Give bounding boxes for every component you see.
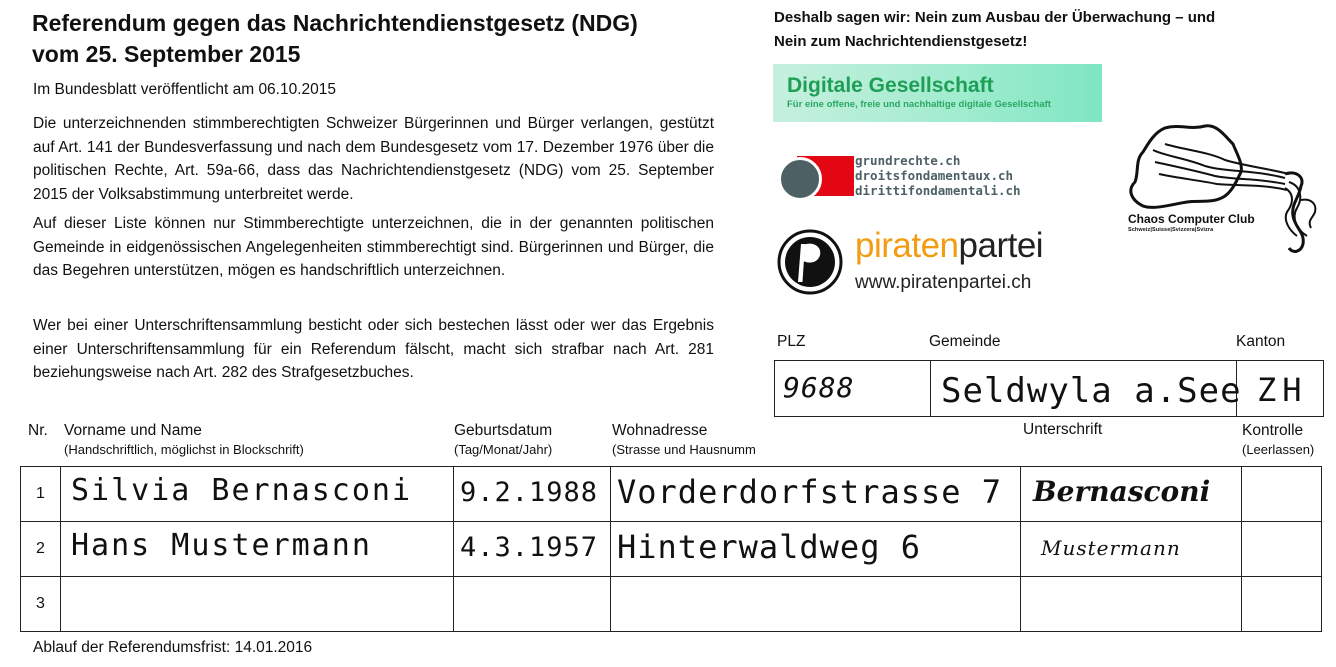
slogan	[774, 6, 1294, 54]
grundrechte-domain: droitsfondamentaux.ch	[855, 168, 1014, 183]
ccc-subtitle: Schweiz|Suisse|Svizzera|Svizra	[1128, 227, 1214, 233]
row-number: 3	[21, 577, 61, 632]
geburtsdatum-value: 4.3.1957	[460, 532, 599, 563]
title-line-2: vom 25. September 2015	[32, 41, 301, 67]
table-row	[21, 577, 1322, 632]
wordmark-part-2: partei	[958, 226, 1044, 265]
column-header-geburtsdatum	[454, 421, 552, 459]
referendum-deadline: Ablauf der Referendumsfrist: 14.01.2016	[33, 639, 313, 656]
gemeinde-label: Gemeinde	[929, 333, 1001, 350]
switzerland-cable-icon	[1125, 120, 1325, 260]
title-line-1: Referendum gegen das Nachrichtendienstgesetz (NDG)	[32, 10, 638, 36]
kontrolle-header-hint: (Leerlassen)	[1242, 442, 1315, 457]
kanton-value: ZH	[1257, 371, 1308, 409]
plz-label: PLZ	[777, 333, 806, 350]
digitale-gesellschaft-logo	[773, 64, 1102, 122]
slogan-line-1: Deshalb sagen wir: Nein zum Ausbau der Überwachung – und	[774, 9, 1216, 26]
name-value: Hans Mustermann	[71, 528, 372, 563]
form-title	[32, 8, 732, 70]
name-cell[interactable]	[61, 467, 454, 522]
legal-paragraph-1: Die unterzeichnenden stimmberechtigten Schweizer Bürgerinnen und Bürger verlangen, gestützt auf Art. 141 der Bundesverfassung und nach dem Bundesgesetz vom 17. Dezember 1976 über die politischen Rechte, Art. 59a-66, dass das Nachrichtendienstgesetz (NDG) vom 25. September 2015 der Volksabstimmung unterbreitet werde.	[33, 115, 714, 203]
name-cell[interactable]	[61, 522, 454, 577]
piratenpartei-logo	[776, 228, 1076, 298]
geburtsdatum-value: 9.2.1988	[460, 477, 599, 508]
table-row	[21, 467, 1322, 522]
grundrechte-domain: grundrechte.ch	[855, 153, 961, 168]
piratenpartei-wordmark	[855, 226, 1043, 266]
row-number: 1	[21, 467, 61, 522]
grundrechte-circle-icon	[778, 157, 822, 201]
ccc-logo	[1125, 120, 1325, 260]
adresse-value: Hinterwaldweg 6	[617, 528, 921, 566]
adresse-value: Vorderdorfstrasse 7	[617, 473, 1003, 511]
geburtsdatum-cell[interactable]	[454, 467, 611, 522]
geb-header-hint: (Tag/Monat/Jahr)	[454, 442, 553, 457]
kontrolle-header-label: Kontrolle	[1242, 422, 1304, 439]
ccc-name: Chaos Computer Club	[1128, 212, 1255, 226]
unterschrift-cell[interactable]	[1021, 522, 1242, 577]
kontrolle-cell	[1242, 467, 1322, 522]
column-header-nr: Nr.	[28, 422, 48, 439]
geburtsdatum-cell[interactable]	[454, 522, 611, 577]
grundrechte-domain: dirittifondamentali.ch	[855, 183, 1021, 198]
name-header-label: Vorname und Name	[64, 422, 202, 439]
gemeinde-value: Seldwyla a.See	[941, 371, 1242, 411]
pirate-flag-icon	[776, 228, 844, 296]
row-number: 2	[21, 522, 61, 577]
piratenpartei-url: www.piratenpartei.ch	[855, 272, 1032, 293]
wordmark-part-1: piraten	[855, 226, 959, 265]
signature-value: Bernasconi	[1033, 475, 1211, 508]
location-box	[774, 360, 1324, 417]
signature-value: Mustermann	[1041, 536, 1181, 560]
unterschrift-cell[interactable]	[1021, 467, 1242, 522]
grundrechte-logo	[776, 153, 1076, 199]
table-row	[21, 522, 1322, 577]
signature-table	[20, 466, 1322, 632]
grundrechte-domains	[855, 153, 1021, 198]
unterschrift-cell[interactable]	[1021, 577, 1242, 632]
adresse-cell[interactable]	[611, 577, 1021, 632]
geburtsdatum-cell[interactable]	[454, 577, 611, 632]
geb-header-label: Geburtsdatum	[454, 422, 553, 439]
dg-logo-name: Digitale Gesellschaft	[787, 74, 994, 97]
column-header-wohnadresse	[612, 421, 756, 459]
wohn-header-hint: (Strasse und Hausnumm	[612, 442, 756, 457]
name-value: Silvia Bernasconi	[71, 473, 413, 508]
kontrolle-cell	[1242, 522, 1322, 577]
name-cell[interactable]	[61, 577, 454, 632]
adresse-cell[interactable]	[611, 522, 1021, 577]
publication-date: Im Bundesblatt veröffentlicht am 06.10.2015	[33, 81, 337, 98]
kanton-label: Kanton	[1236, 333, 1286, 350]
dg-logo-tagline: Für eine offene, freie und nachhaltige digitale Gesellschaft	[787, 99, 1051, 110]
column-header-unterschrift: Unterschrift	[1023, 421, 1103, 438]
slogan-line-2: Nein zum Nachrichtendienstgesetz!	[774, 33, 1028, 50]
wohn-header-label: Wohnadresse	[612, 422, 708, 439]
adresse-cell[interactable]	[611, 467, 1021, 522]
column-header-name	[64, 421, 304, 459]
column-header-kontrolle	[1242, 421, 1314, 459]
kontrolle-cell	[1242, 577, 1322, 632]
legal-paragraph-2: Auf dieser Liste können nur Stimmberechtigte unterzeichnen, die in der genannten politischen Gemeinde in eidgenössischen Angelegenheiten stimmberechtigt sind. Bürgerinnen und Bürger, die das Begehren unterstützen, mögen es handschriftlich unterzeichnen.	[33, 215, 714, 279]
name-header-hint: (Handschriftlich, möglichst in Blockschrift)	[64, 442, 304, 457]
plz-value: 9688	[783, 371, 855, 404]
legal-paragraph-3: Wer bei einer Unterschriftensammlung besticht oder sich bestechen lässt oder wer das Ergebnis einer Unterschriftensammlung für ein Referendum fälscht, macht sich strafbar nach Art. 281 beziehungsweise nach Art. 282 des Strafgesetzbuches.	[33, 317, 714, 381]
